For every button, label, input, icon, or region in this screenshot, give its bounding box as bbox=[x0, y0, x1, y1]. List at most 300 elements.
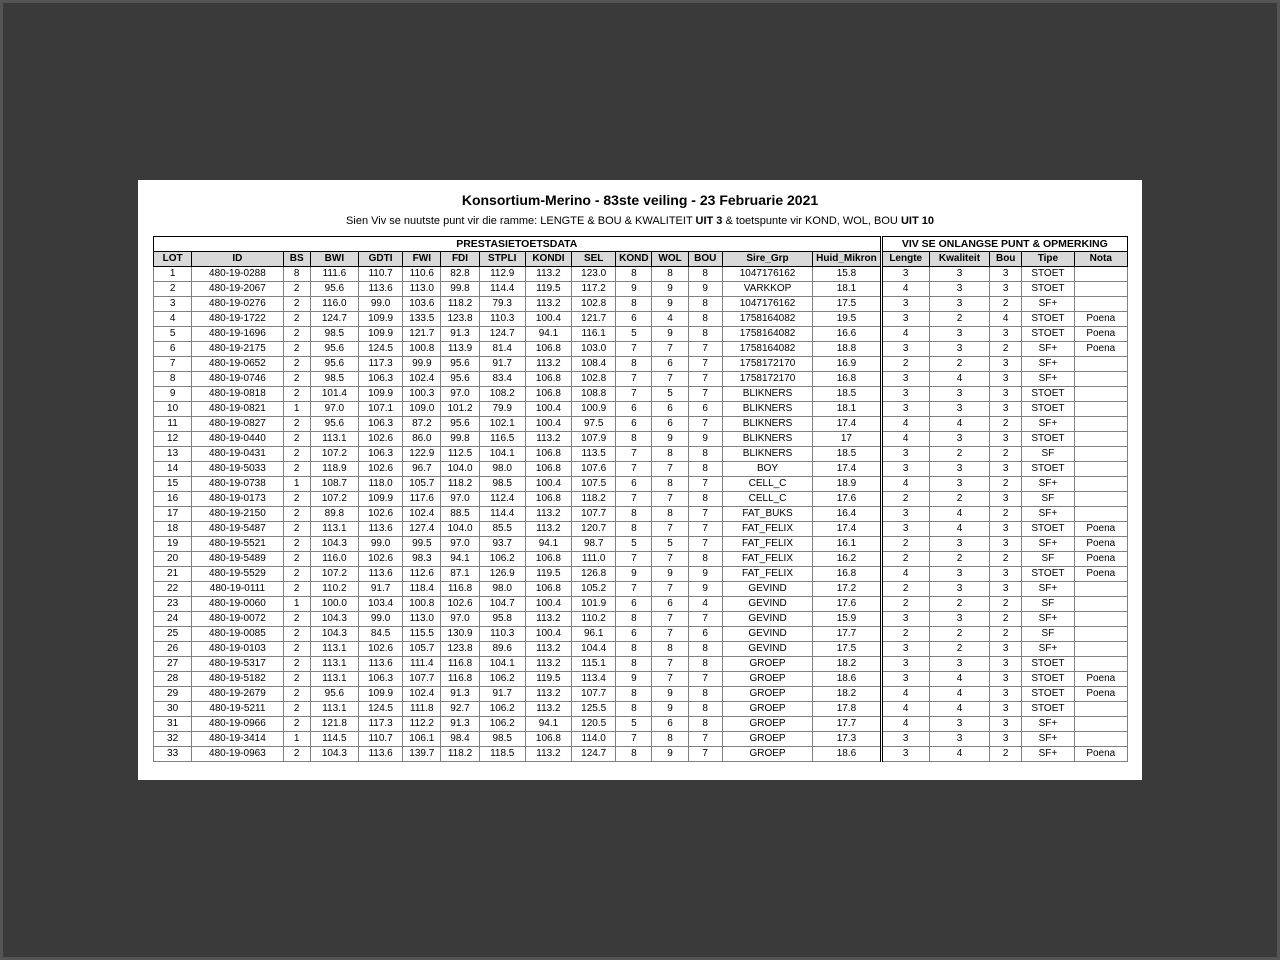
cell-id: 480-19-5489 bbox=[192, 552, 283, 567]
cell-id: 480-19-0103 bbox=[192, 642, 283, 657]
cell-bou: 4 bbox=[688, 597, 722, 612]
cell-bs: 2 bbox=[283, 342, 310, 357]
cell-lengte: 4 bbox=[881, 327, 929, 342]
cell-gdti: 109.9 bbox=[359, 687, 403, 702]
cell-tipe: STOET bbox=[1022, 267, 1074, 282]
cell-bou: 3 bbox=[990, 717, 1022, 732]
cell-lot: 9 bbox=[154, 387, 192, 402]
cell-bou: 2 bbox=[990, 297, 1022, 312]
col-header-stpli: STPLI bbox=[479, 252, 525, 267]
cell-bou: 3 bbox=[990, 567, 1022, 582]
cell-fwi: 103.6 bbox=[403, 297, 441, 312]
cell-fdi: 95.6 bbox=[441, 357, 479, 372]
cell-sel: 121.7 bbox=[572, 312, 616, 327]
cell-kondi: 106.8 bbox=[525, 387, 571, 402]
cell-kondi: 113.2 bbox=[525, 642, 571, 657]
data-table-container bbox=[153, 236, 1128, 762]
cell-kondi: 106.8 bbox=[525, 372, 571, 387]
table-row bbox=[154, 507, 1128, 522]
table-row bbox=[154, 552, 1128, 567]
cell-kond: 6 bbox=[616, 597, 652, 612]
table-row bbox=[154, 582, 1128, 597]
cell-tipe: SF+ bbox=[1022, 717, 1074, 732]
cell-id: 480-19-0173 bbox=[192, 492, 283, 507]
cell-bs: 2 bbox=[283, 357, 310, 372]
cell-kwaliteit: 4 bbox=[929, 747, 989, 762]
table-row bbox=[154, 612, 1128, 627]
cell-huid-mikron: 18.8 bbox=[813, 342, 881, 357]
cell-kond: 8 bbox=[616, 702, 652, 717]
cell-bwi: 95.6 bbox=[310, 687, 358, 702]
cell-lot: 15 bbox=[154, 477, 192, 492]
cell-nota bbox=[1074, 462, 1127, 477]
cell-huid-mikron: 16.1 bbox=[813, 537, 881, 552]
cell-lot: 10 bbox=[154, 402, 192, 417]
cell-huid-mikron: 17.4 bbox=[813, 417, 881, 432]
cell-stpli: 112.4 bbox=[479, 492, 525, 507]
cell-kwaliteit: 3 bbox=[929, 732, 989, 747]
cell-kond: 8 bbox=[616, 747, 652, 762]
cell-bou: 7 bbox=[688, 522, 722, 537]
cell-wol: 7 bbox=[652, 492, 688, 507]
cell-fwi: 111.4 bbox=[403, 657, 441, 672]
cell-sel: 107.5 bbox=[572, 477, 616, 492]
cell-huid-mikron: 15.9 bbox=[813, 612, 881, 627]
cell-stpli: 102.1 bbox=[479, 417, 525, 432]
cell-kondi: 100.4 bbox=[525, 477, 571, 492]
cell-huid-mikron: 18.5 bbox=[813, 447, 881, 462]
cell-nota: Poena bbox=[1074, 522, 1127, 537]
cell-lot: 27 bbox=[154, 657, 192, 672]
cell-fdi: 95.6 bbox=[441, 417, 479, 432]
cell-bou: 2 bbox=[990, 417, 1022, 432]
cell-bwi: 113.1 bbox=[310, 522, 358, 537]
cell-bou: 9 bbox=[688, 567, 722, 582]
cell-sire-grp: GROEP bbox=[722, 747, 812, 762]
cell-bwi: 98.5 bbox=[310, 327, 358, 342]
cell-id: 480-19-2067 bbox=[192, 282, 283, 297]
cell-sel: 103.0 bbox=[572, 342, 616, 357]
cell-tipe: SF bbox=[1022, 492, 1074, 507]
cell-kondi: 100.4 bbox=[525, 312, 571, 327]
cell-bs: 2 bbox=[283, 492, 310, 507]
cell-wol: 4 bbox=[652, 312, 688, 327]
cell-kwaliteit: 3 bbox=[929, 477, 989, 492]
cell-nota bbox=[1074, 702, 1127, 717]
cell-kondi: 100.4 bbox=[525, 417, 571, 432]
cell-fwi: 115.5 bbox=[403, 627, 441, 642]
cell-lengte: 3 bbox=[881, 267, 929, 282]
cell-tipe: STOET bbox=[1022, 327, 1074, 342]
table-row bbox=[154, 312, 1128, 327]
cell-bwi: 97.0 bbox=[310, 402, 358, 417]
col-header-kond: KOND bbox=[616, 252, 652, 267]
cell-sire-grp: GROEP bbox=[722, 672, 812, 687]
cell-bou: 2 bbox=[990, 552, 1022, 567]
table-row bbox=[154, 267, 1128, 282]
cell-wol: 7 bbox=[652, 582, 688, 597]
cell-gdti: 113.6 bbox=[359, 522, 403, 537]
cell-bwi: 114.5 bbox=[310, 732, 358, 747]
cell-nota bbox=[1074, 372, 1127, 387]
cell-fwi: 107.7 bbox=[403, 672, 441, 687]
cell-tipe: STOET bbox=[1022, 402, 1074, 417]
cell-bou: 8 bbox=[688, 297, 722, 312]
cell-lengte: 3 bbox=[881, 612, 929, 627]
cell-bou: 3 bbox=[990, 492, 1022, 507]
cell-sire-grp: GEVIND bbox=[722, 612, 812, 627]
table-row bbox=[154, 747, 1128, 762]
cell-fwi: 86.0 bbox=[403, 432, 441, 447]
col-header-bwi: BWI bbox=[310, 252, 358, 267]
cell-kond: 7 bbox=[616, 342, 652, 357]
cell-nota bbox=[1074, 582, 1127, 597]
table-row bbox=[154, 522, 1128, 537]
cell-bwi: 113.1 bbox=[310, 702, 358, 717]
cell-bou: 7 bbox=[688, 342, 722, 357]
cell-kondi: 113.2 bbox=[525, 612, 571, 627]
cell-fwi: 98.3 bbox=[403, 552, 441, 567]
cell-bwi: 89.8 bbox=[310, 507, 358, 522]
cell-fwi: 102.4 bbox=[403, 507, 441, 522]
table-row bbox=[154, 327, 1128, 342]
cell-fdi: 97.0 bbox=[441, 537, 479, 552]
col-header-id: ID bbox=[192, 252, 283, 267]
cell-sire-grp: GEVIND bbox=[722, 642, 812, 657]
cell-huid-mikron: 18.1 bbox=[813, 282, 881, 297]
cell-sel: 110.2 bbox=[572, 612, 616, 627]
cell-sire-grp: GROEP bbox=[722, 702, 812, 717]
cell-tipe: SF bbox=[1022, 447, 1074, 462]
cell-sire-grp: GROEP bbox=[722, 657, 812, 672]
table-row bbox=[154, 462, 1128, 477]
cell-kond: 9 bbox=[616, 672, 652, 687]
cell-id: 480-19-0431 bbox=[192, 447, 283, 462]
cell-tipe: STOET bbox=[1022, 432, 1074, 447]
cell-kwaliteit: 4 bbox=[929, 702, 989, 717]
cell-bs: 2 bbox=[283, 417, 310, 432]
cell-stpli: 114.4 bbox=[479, 507, 525, 522]
cell-gdti: 102.6 bbox=[359, 507, 403, 522]
cell-bou: 7 bbox=[688, 357, 722, 372]
cell-bou: 3 bbox=[990, 267, 1022, 282]
cell-lengte: 4 bbox=[881, 417, 929, 432]
cell-kond: 8 bbox=[616, 612, 652, 627]
cell-nota: Poena bbox=[1074, 747, 1127, 762]
cell-bou: 2 bbox=[990, 477, 1022, 492]
cell-gdti: 106.3 bbox=[359, 447, 403, 462]
cell-lot: 14 bbox=[154, 462, 192, 477]
cell-bs: 2 bbox=[283, 627, 310, 642]
cell-id: 480-19-0827 bbox=[192, 417, 283, 432]
cell-stpli: 106.2 bbox=[479, 702, 525, 717]
cell-fdi: 87.1 bbox=[441, 567, 479, 582]
cell-sire-grp: VARKKOP bbox=[722, 282, 812, 297]
cell-lot: 8 bbox=[154, 372, 192, 387]
cell-kwaliteit: 3 bbox=[929, 297, 989, 312]
cell-id: 480-19-2679 bbox=[192, 687, 283, 702]
cell-gdti: 110.7 bbox=[359, 732, 403, 747]
cell-sire-grp: FAT_FELIX bbox=[722, 567, 812, 582]
cell-stpli: 110.3 bbox=[479, 627, 525, 642]
cell-gdti: 103.4 bbox=[359, 597, 403, 612]
cell-stpli: 110.3 bbox=[479, 312, 525, 327]
table-row bbox=[154, 342, 1128, 357]
cell-fwi: 87.2 bbox=[403, 417, 441, 432]
cell-kwaliteit: 3 bbox=[929, 402, 989, 417]
cell-kondi: 106.8 bbox=[525, 447, 571, 462]
cell-nota bbox=[1074, 627, 1127, 642]
cell-nota bbox=[1074, 642, 1127, 657]
cell-tipe: SF bbox=[1022, 627, 1074, 642]
cell-tipe: SF+ bbox=[1022, 507, 1074, 522]
cell-tipe: STOET bbox=[1022, 282, 1074, 297]
cell-fwi: 117.6 bbox=[403, 492, 441, 507]
cell-bwi: 116.0 bbox=[310, 552, 358, 567]
cell-fdi: 116.8 bbox=[441, 657, 479, 672]
cell-sel: 120.7 bbox=[572, 522, 616, 537]
cell-kondi: 106.8 bbox=[525, 552, 571, 567]
cell-lot: 20 bbox=[154, 552, 192, 567]
cell-id: 480-19-5033 bbox=[192, 462, 283, 477]
cell-bwi: 104.3 bbox=[310, 612, 358, 627]
cell-id: 480-19-0085 bbox=[192, 627, 283, 642]
cell-kond: 5 bbox=[616, 537, 652, 552]
cell-lengte: 3 bbox=[881, 642, 929, 657]
cell-sel: 105.2 bbox=[572, 582, 616, 597]
cell-tipe: STOET bbox=[1022, 387, 1074, 402]
cell-kondi: 94.1 bbox=[525, 537, 571, 552]
cell-nota: Poena bbox=[1074, 687, 1127, 702]
table-row bbox=[154, 432, 1128, 447]
cell-id: 480-19-0072 bbox=[192, 612, 283, 627]
cell-sire-grp: 1758164082 bbox=[722, 312, 812, 327]
cell-sel: 107.7 bbox=[572, 687, 616, 702]
cell-nota bbox=[1074, 612, 1127, 627]
cell-bwi: 113.1 bbox=[310, 432, 358, 447]
cell-bou: 3 bbox=[990, 702, 1022, 717]
cell-bou: 8 bbox=[688, 642, 722, 657]
cell-fwi: 105.7 bbox=[403, 477, 441, 492]
cell-sire-grp: BOY bbox=[722, 462, 812, 477]
cell-gdti: 117.3 bbox=[359, 717, 403, 732]
table-row bbox=[154, 372, 1128, 387]
cell-kond: 7 bbox=[616, 462, 652, 477]
cell-lengte: 4 bbox=[881, 282, 929, 297]
cell-stpli: 85.5 bbox=[479, 522, 525, 537]
cell-huid-mikron: 17.5 bbox=[813, 642, 881, 657]
cell-kond: 5 bbox=[616, 717, 652, 732]
cell-fdi: 118.2 bbox=[441, 297, 479, 312]
document-page bbox=[138, 180, 1142, 780]
cell-id: 480-19-0821 bbox=[192, 402, 283, 417]
cell-fwi: 121.7 bbox=[403, 327, 441, 342]
cell-fwi: 111.8 bbox=[403, 702, 441, 717]
cell-bou: 2 bbox=[990, 342, 1022, 357]
cell-gdti: 107.1 bbox=[359, 402, 403, 417]
cell-lengte: 2 bbox=[881, 552, 929, 567]
cell-lengte: 2 bbox=[881, 582, 929, 597]
cell-bou: 2 bbox=[990, 747, 1022, 762]
cell-wol: 9 bbox=[652, 567, 688, 582]
cell-bs: 2 bbox=[283, 582, 310, 597]
cell-bwi: 113.1 bbox=[310, 672, 358, 687]
cell-fdi: 104.0 bbox=[441, 462, 479, 477]
subtitle-bold-uit10: UIT 10 bbox=[900, 215, 934, 227]
cell-tipe: SF+ bbox=[1022, 297, 1074, 312]
cell-sel: 124.7 bbox=[572, 747, 616, 762]
cell-nota bbox=[1074, 402, 1127, 417]
cell-bou: 3 bbox=[990, 402, 1022, 417]
cell-bwi: 113.1 bbox=[310, 642, 358, 657]
cell-huid-mikron: 17.7 bbox=[813, 717, 881, 732]
cell-bou: 3 bbox=[990, 687, 1022, 702]
cell-fwi: 110.6 bbox=[403, 267, 441, 282]
col-header-huid-mikron: Huid_Mikron bbox=[813, 252, 881, 267]
cell-kond: 8 bbox=[616, 432, 652, 447]
cell-kondi: 119.5 bbox=[525, 282, 571, 297]
cell-id: 480-19-5529 bbox=[192, 567, 283, 582]
cell-wol: 7 bbox=[652, 627, 688, 642]
cell-tipe: SF+ bbox=[1022, 357, 1074, 372]
cell-sire-grp: GROEP bbox=[722, 732, 812, 747]
cell-fdi: 98.4 bbox=[441, 732, 479, 747]
cell-wol: 7 bbox=[652, 342, 688, 357]
cell-id: 480-19-0966 bbox=[192, 717, 283, 732]
cell-kond: 7 bbox=[616, 372, 652, 387]
cell-lengte: 4 bbox=[881, 432, 929, 447]
cell-nota bbox=[1074, 597, 1127, 612]
cell-huid-mikron: 16.9 bbox=[813, 357, 881, 372]
cell-gdti: 91.7 bbox=[359, 582, 403, 597]
cell-bs: 2 bbox=[283, 507, 310, 522]
cell-stpli: 116.5 bbox=[479, 432, 525, 447]
col-header-sel: SEL bbox=[572, 252, 616, 267]
cell-bou: 7 bbox=[688, 732, 722, 747]
cell-bwi: 104.3 bbox=[310, 537, 358, 552]
cell-id: 480-19-0060 bbox=[192, 597, 283, 612]
group-header-viv-punt: VIV SE ONLANGSE PUNT & OPMERKING bbox=[881, 237, 1127, 252]
cell-sel: 115.1 bbox=[572, 657, 616, 672]
cell-id: 480-19-5182 bbox=[192, 672, 283, 687]
cell-sel: 126.8 bbox=[572, 567, 616, 582]
cell-stpli: 91.7 bbox=[479, 687, 525, 702]
cell-bou: 8 bbox=[688, 657, 722, 672]
cell-kondi: 113.2 bbox=[525, 687, 571, 702]
cell-bwi: 104.3 bbox=[310, 747, 358, 762]
cell-bou: 7 bbox=[688, 507, 722, 522]
cell-lot: 22 bbox=[154, 582, 192, 597]
cell-lot: 1 bbox=[154, 267, 192, 282]
cell-gdti: 117.3 bbox=[359, 357, 403, 372]
cell-bs: 2 bbox=[283, 642, 310, 657]
cell-kond: 6 bbox=[616, 312, 652, 327]
cell-bwi: 107.2 bbox=[310, 567, 358, 582]
cell-bou: 3 bbox=[990, 642, 1022, 657]
cell-stpli: 98.0 bbox=[479, 462, 525, 477]
cell-wol: 7 bbox=[652, 522, 688, 537]
cell-bou: 9 bbox=[688, 282, 722, 297]
cell-sel: 108.4 bbox=[572, 357, 616, 372]
cell-wol: 7 bbox=[652, 372, 688, 387]
cell-sel: 116.1 bbox=[572, 327, 616, 342]
cell-bou: 8 bbox=[688, 687, 722, 702]
col-header-lot: LOT bbox=[154, 252, 192, 267]
cell-sire-grp: BLIKNERS bbox=[722, 387, 812, 402]
cell-wol: 8 bbox=[652, 447, 688, 462]
col-header-wol: WOL bbox=[652, 252, 688, 267]
cell-id: 480-19-0276 bbox=[192, 297, 283, 312]
cell-gdti: 106.3 bbox=[359, 672, 403, 687]
cell-bwi: 95.6 bbox=[310, 357, 358, 372]
cell-kwaliteit: 3 bbox=[929, 327, 989, 342]
cell-bou: 4 bbox=[990, 312, 1022, 327]
cell-wol: 7 bbox=[652, 657, 688, 672]
cell-kondi: 113.2 bbox=[525, 297, 571, 312]
cell-lengte: 2 bbox=[881, 597, 929, 612]
cell-huid-mikron: 17.8 bbox=[813, 702, 881, 717]
cell-stpli: 98.5 bbox=[479, 477, 525, 492]
cell-lot: 3 bbox=[154, 297, 192, 312]
cell-kond: 6 bbox=[616, 477, 652, 492]
cell-stpli: 104.7 bbox=[479, 597, 525, 612]
cell-gdti: 113.6 bbox=[359, 747, 403, 762]
cell-wol: 9 bbox=[652, 282, 688, 297]
cell-bou: 3 bbox=[990, 372, 1022, 387]
cell-kond: 7 bbox=[616, 552, 652, 567]
cell-kond: 6 bbox=[616, 417, 652, 432]
cell-gdti: 109.9 bbox=[359, 327, 403, 342]
cell-huid-mikron: 17.7 bbox=[813, 627, 881, 642]
cell-tipe: STOET bbox=[1022, 702, 1074, 717]
cell-bwi: 95.6 bbox=[310, 342, 358, 357]
cell-bou: 7 bbox=[688, 747, 722, 762]
cell-kond: 6 bbox=[616, 402, 652, 417]
cell-stpli: 104.1 bbox=[479, 447, 525, 462]
cell-bwi: 121.8 bbox=[310, 717, 358, 732]
col-header-tipe: Tipe bbox=[1022, 252, 1074, 267]
cell-kond: 6 bbox=[616, 627, 652, 642]
cell-bou: 8 bbox=[688, 492, 722, 507]
cell-kondi: 106.8 bbox=[525, 492, 571, 507]
cell-bou: 7 bbox=[688, 417, 722, 432]
cell-sel: 114.0 bbox=[572, 732, 616, 747]
cell-bs: 2 bbox=[283, 297, 310, 312]
cell-lot: 33 bbox=[154, 747, 192, 762]
cell-fwi: 100.8 bbox=[403, 342, 441, 357]
cell-tipe: SF+ bbox=[1022, 732, 1074, 747]
cell-fdi: 97.0 bbox=[441, 387, 479, 402]
cell-tipe: STOET bbox=[1022, 567, 1074, 582]
cell-stpli: 81.4 bbox=[479, 342, 525, 357]
page-title: Konsortium-Merino - 83ste veiling - 23 Februarie 2021 bbox=[461, 192, 819, 208]
cell-lot: 30 bbox=[154, 702, 192, 717]
cell-nota bbox=[1074, 657, 1127, 672]
cell-id: 480-19-3414 bbox=[192, 732, 283, 747]
table-row bbox=[154, 417, 1128, 432]
cell-bou: 3 bbox=[990, 282, 1022, 297]
cell-tipe: STOET bbox=[1022, 687, 1074, 702]
cell-huid-mikron: 17.6 bbox=[813, 492, 881, 507]
page-subtitle bbox=[138, 215, 1142, 227]
cell-kwaliteit: 4 bbox=[929, 687, 989, 702]
cell-gdti: 124.5 bbox=[359, 342, 403, 357]
cell-tipe: STOET bbox=[1022, 462, 1074, 477]
cell-kondi: 106.8 bbox=[525, 462, 571, 477]
cell-lengte: 4 bbox=[881, 477, 929, 492]
cell-sire-grp: CELL_C bbox=[722, 477, 812, 492]
cell-kwaliteit: 2 bbox=[929, 312, 989, 327]
